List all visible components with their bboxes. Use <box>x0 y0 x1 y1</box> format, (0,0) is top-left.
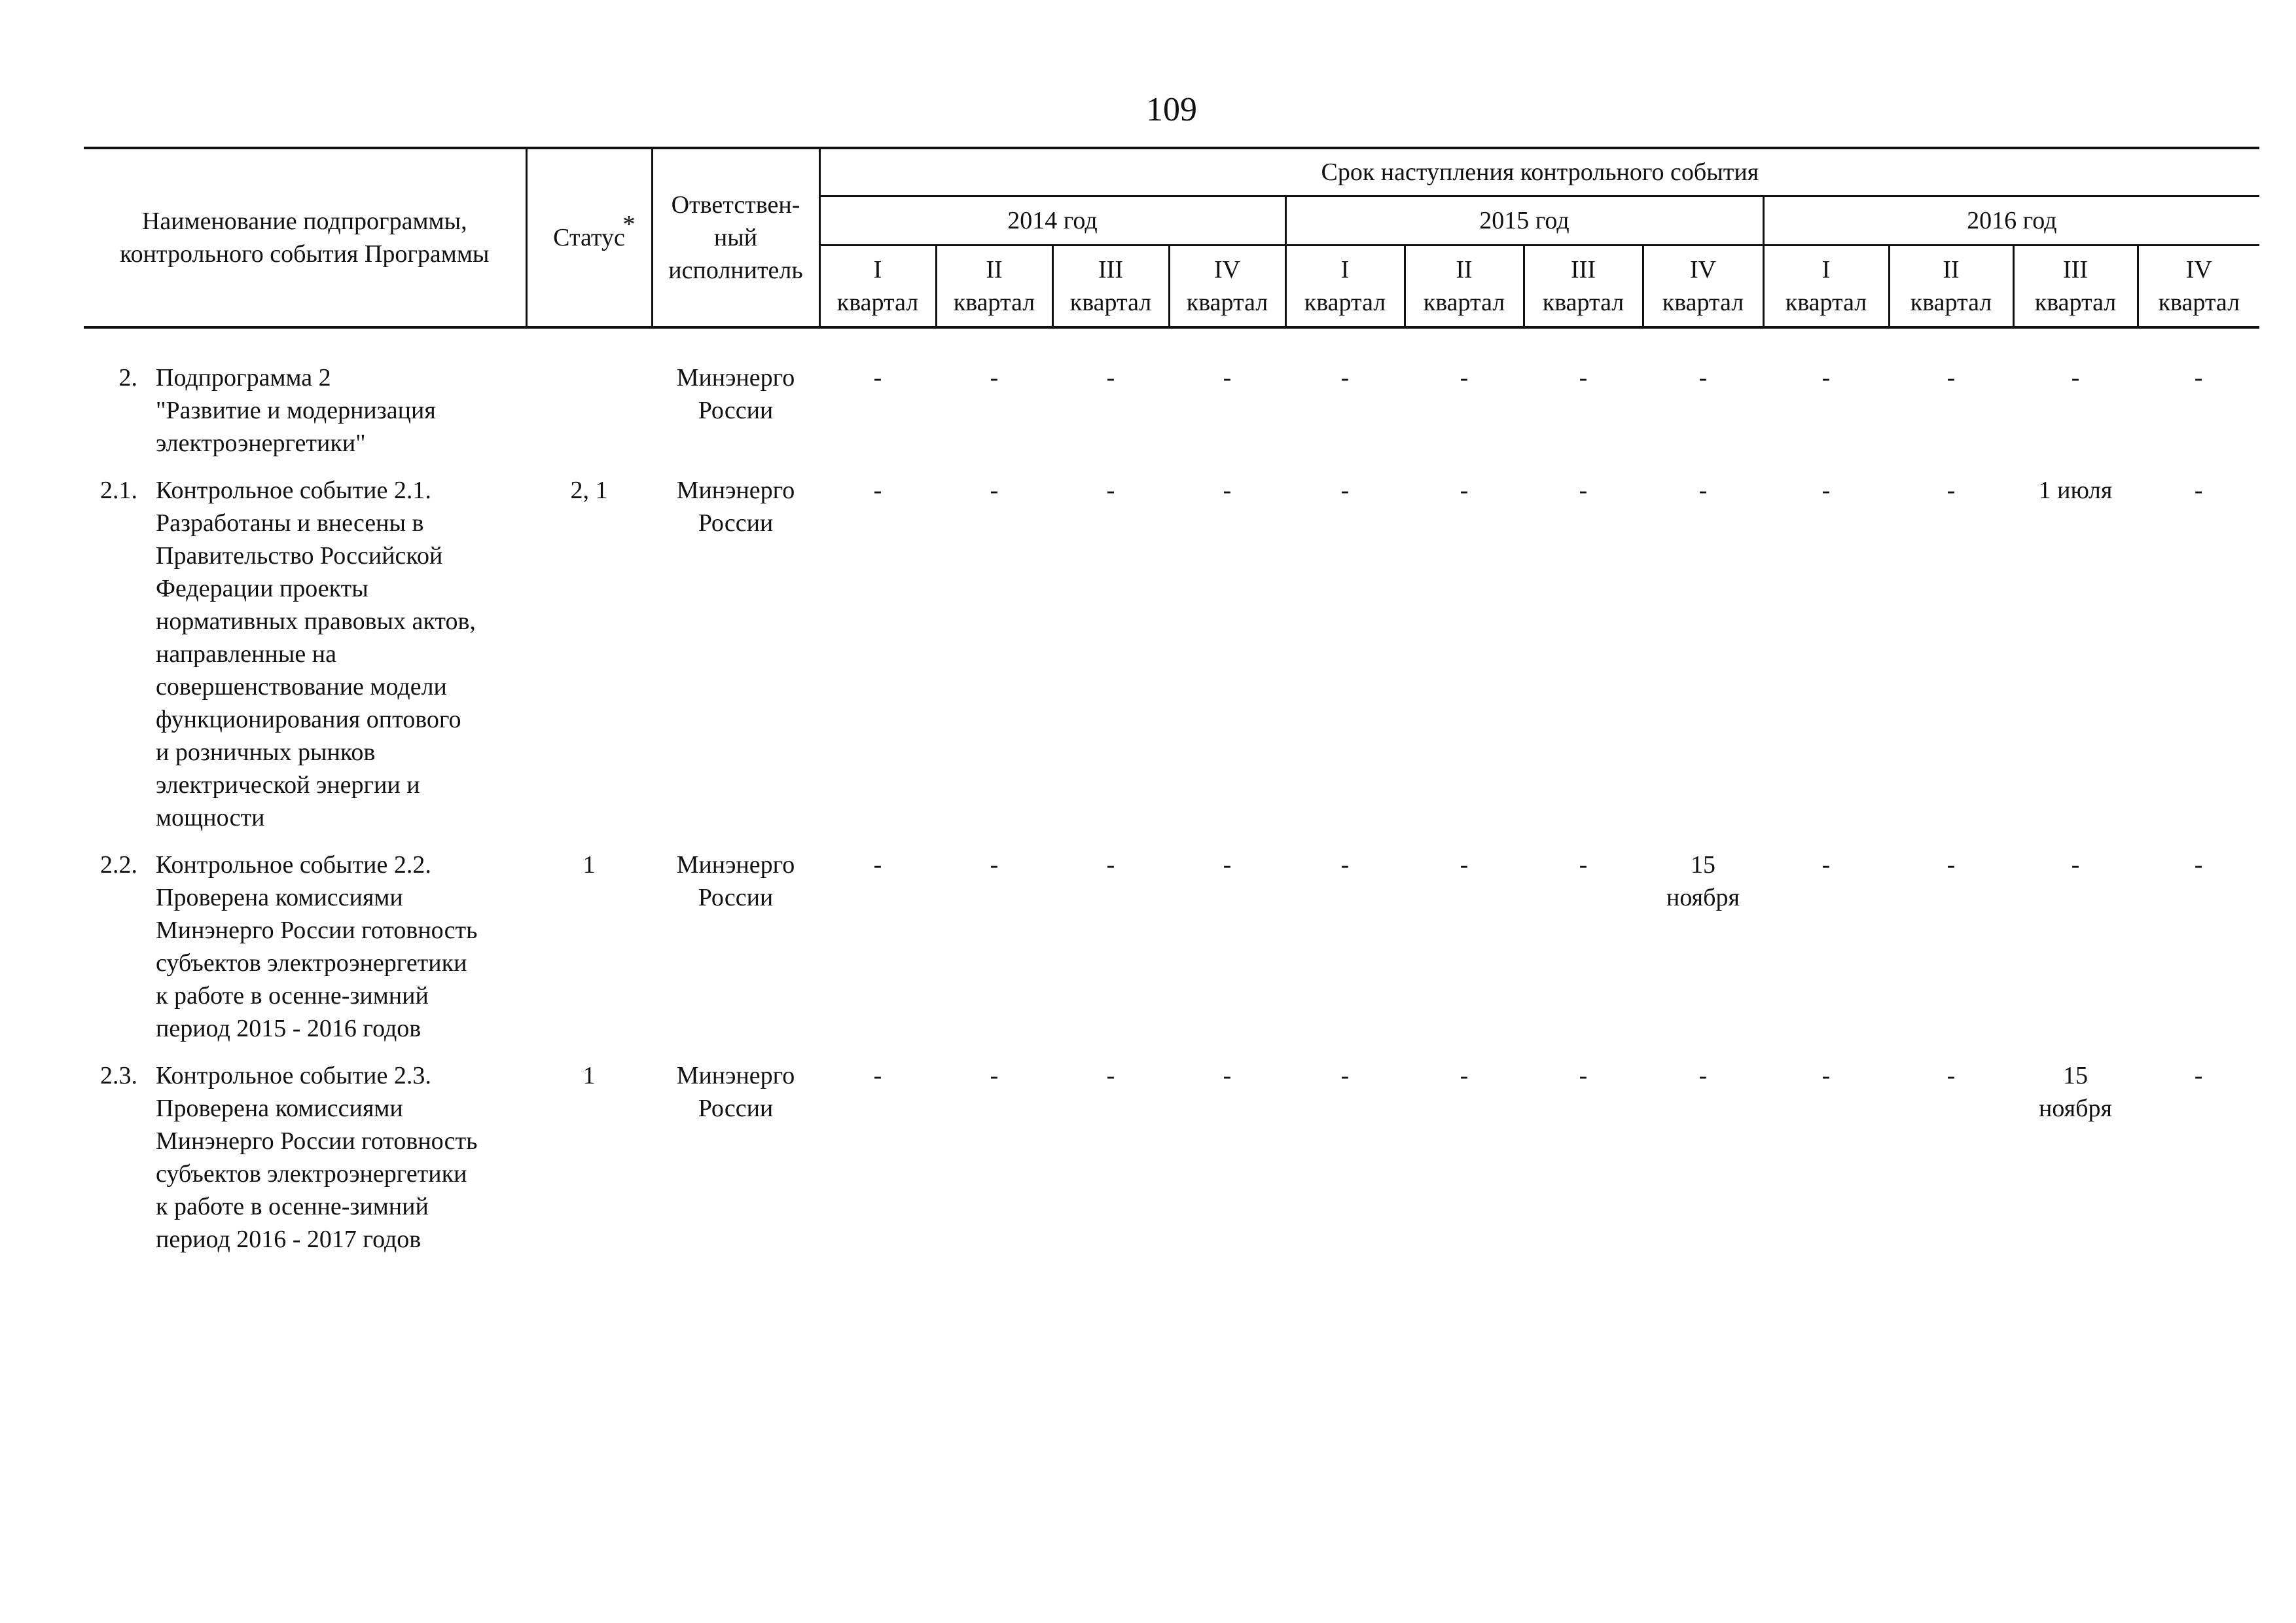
row-title-line: функционирования оптового <box>156 706 461 733</box>
header-quarter-numeral: II <box>1943 256 1960 283</box>
row-responsible-line: России <box>698 397 774 424</box>
quarter-cell-3 <box>1052 1059 1169 1270</box>
header-quarter-numeral: II <box>1456 256 1473 283</box>
quarter-cell-10 <box>1889 474 2013 848</box>
header-quarter-numeral: III <box>2063 256 2088 283</box>
quarter-value: - <box>1223 1062 1232 1089</box>
header-quarter-10 <box>1889 246 2013 328</box>
quarter-value: ноября <box>2039 1095 2112 1122</box>
row-responsible <box>652 1059 819 1270</box>
row-status: 1 <box>583 1062 596 1089</box>
quarter-cell-10 <box>1889 361 2013 474</box>
quarter-value: - <box>1460 364 1469 392</box>
quarter-value: - <box>873 364 882 392</box>
row-number: 2.3. <box>100 1062 137 1089</box>
quarter-value: - <box>1821 477 1831 504</box>
quarter-cell-8 <box>1643 1059 1763 1270</box>
row-number: 2.1. <box>100 477 137 504</box>
row-title-line: субъектов электроэнергетики <box>156 1160 467 1188</box>
row-title-line: Проверена комиссиями <box>156 884 403 911</box>
quarter-value: - <box>1698 477 1708 504</box>
header-quarter-numeral: IV <box>2185 256 2212 283</box>
header-quarter-numeral: IV <box>1689 256 1717 283</box>
quarter-cell-7 <box>1524 1059 1643 1270</box>
quarter-value: - <box>1106 851 1115 879</box>
header-quarter-word: квартал <box>953 289 1035 316</box>
quarter-value: - <box>873 851 882 879</box>
quarter-cell-5 <box>1285 474 1405 848</box>
quarter-value: - <box>2194 477 2203 504</box>
quarter-cell-6 <box>1405 1059 1524 1270</box>
header-quarter-5 <box>1285 246 1405 328</box>
quarter-value: - <box>1579 477 1588 504</box>
header-quarter-word: квартал <box>1542 289 1624 316</box>
row-responsible <box>652 474 819 848</box>
quarter-cell-11 <box>2013 361 2138 474</box>
row-number: 2. <box>118 364 137 392</box>
row-responsible-line: России <box>698 509 774 537</box>
quarter-cell-1 <box>819 361 936 474</box>
quarter-cell-11 <box>2013 474 2138 848</box>
quarter-cell-5 <box>1285 1059 1405 1270</box>
quarter-value: - <box>1946 364 1956 392</box>
quarter-cell-4 <box>1169 848 1285 1059</box>
quarter-cell-6 <box>1405 361 1524 474</box>
quarter-value: - <box>1946 851 1956 879</box>
table-header <box>84 148 2259 327</box>
row-title-line: мощности <box>156 804 265 831</box>
quarter-cell-5 <box>1285 848 1405 1059</box>
quarter-value: ноября <box>1666 884 1740 911</box>
row-title-line: Разработаны и внесены в <box>156 509 424 537</box>
header-year-2014: 2014 год <box>819 196 1285 246</box>
quarter-cell-8 <box>1643 474 1763 848</box>
quarter-cell-2 <box>936 361 1052 474</box>
row-title-line: Минэнерго России готовность <box>156 917 478 944</box>
row-number: 2.2. <box>100 851 137 879</box>
quarter-value: - <box>1460 1062 1469 1089</box>
header-quarter-3 <box>1052 246 1169 328</box>
quarter-value: - <box>1340 477 1350 504</box>
header-quarter-numeral: I <box>873 256 882 283</box>
row-title-line: к работе в осенне-зимний <box>156 982 429 1010</box>
quarter-cell-8 <box>1643 848 1763 1059</box>
quarter-cell-5 <box>1285 361 1405 474</box>
quarter-value: - <box>1106 364 1115 392</box>
quarter-value: - <box>1946 1062 1956 1089</box>
quarter-value: - <box>1579 851 1588 879</box>
control-events-table <box>84 147 2259 1270</box>
quarter-cell-10 <box>1889 848 2013 1059</box>
row-title-line: Проверена комиссиями <box>156 1095 403 1122</box>
row-title-line: "Развитие и модернизация <box>156 397 436 424</box>
header-quarter-numeral: IV <box>1213 256 1241 283</box>
quarter-value: - <box>2071 364 2080 392</box>
row-title-line: Контрольное событие 2.3. <box>156 1062 431 1089</box>
quarter-value: - <box>1698 1062 1708 1089</box>
table-row <box>84 848 2259 1059</box>
quarter-value: - <box>1106 477 1115 504</box>
quarter-value: - <box>990 364 999 392</box>
quarter-value: - <box>1340 1062 1350 1089</box>
quarter-value: - <box>1223 364 1232 392</box>
header-quarter-word: квартал <box>1910 289 1992 316</box>
quarter-value: - <box>990 477 999 504</box>
row-title-line: Подпрограмма 2 <box>156 364 331 392</box>
header-quarter-1 <box>819 246 936 328</box>
row-title-line: электрической энергии и <box>156 771 420 799</box>
header-responsible-column <box>652 148 819 327</box>
quarter-cell-3 <box>1052 361 1169 474</box>
quarter-value: - <box>1460 851 1469 879</box>
header-quarter-12 <box>2138 246 2259 328</box>
quarter-cell-11 <box>2013 848 2138 1059</box>
header-quarter-word: квартал <box>1186 289 1268 316</box>
quarter-cell-9 <box>1763 848 1889 1059</box>
header-quarter-word: квартал <box>1423 289 1505 316</box>
quarter-value: - <box>990 1062 999 1089</box>
header-quarter-numeral: I <box>1340 256 1350 283</box>
quarter-cell-7 <box>1524 474 1643 848</box>
row-responsible-line: России <box>698 884 774 911</box>
row-status: 2, 1 <box>570 477 608 504</box>
quarter-value: 1 июля <box>2038 477 2113 504</box>
row-title-line: Контрольное событие 2.1. <box>156 477 431 504</box>
quarter-cell-2 <box>936 1059 1052 1270</box>
quarter-value: - <box>2071 851 2080 879</box>
header-status-label: Статус <box>553 224 625 251</box>
row-title-line: Правительство Российской <box>156 542 443 570</box>
row-title-line: и розничных рынков <box>156 739 376 766</box>
header-name-column: Наименование подпрограммы, контрольного события Программы <box>84 148 526 327</box>
row-responsible <box>652 361 819 474</box>
row-title-line: период 2015 - 2016 годов <box>156 1015 422 1042</box>
quarter-value: - <box>2194 1062 2203 1089</box>
quarter-cell-4 <box>1169 474 1285 848</box>
quarter-value: - <box>990 851 999 879</box>
quarter-cell-3 <box>1052 474 1169 848</box>
quarter-value: - <box>1579 1062 1588 1089</box>
quarter-cell-12 <box>2138 361 2259 474</box>
header-quarter-8 <box>1643 246 1763 328</box>
quarter-value: - <box>1340 851 1350 879</box>
row-status: 1 <box>583 851 596 879</box>
header-quarter-numeral: III <box>1098 256 1123 283</box>
header-quarter-word: квартал <box>2034 289 2117 316</box>
quarter-value: - <box>1460 477 1469 504</box>
header-quarter-word: квартал <box>1785 289 1867 316</box>
header-quarter-7 <box>1524 246 1643 328</box>
status-footnote-mark: * <box>622 211 636 238</box>
header-quarter-6 <box>1405 246 1524 328</box>
header-year-2015: 2015 год <box>1285 196 1763 246</box>
quarter-cell-12 <box>2138 1059 2259 1270</box>
row-title-line: направленные на <box>156 640 336 668</box>
quarter-cell-2 <box>936 474 1052 848</box>
row-name-cell <box>84 1059 526 1270</box>
header-quarter-word: квартал <box>1069 289 1152 316</box>
quarter-cell-12 <box>2138 474 2259 848</box>
quarter-cell-9 <box>1763 361 1889 474</box>
quarter-value: - <box>873 1062 882 1089</box>
quarter-cell-9 <box>1763 1059 1889 1270</box>
quarter-value: - <box>1106 1062 1115 1089</box>
quarter-cell-1 <box>819 1059 936 1270</box>
row-responsible-line: России <box>698 1095 774 1122</box>
quarter-cell-6 <box>1405 474 1524 848</box>
quarter-cell-4 <box>1169 1059 1285 1270</box>
row-title <box>149 361 436 460</box>
quarter-value: - <box>1340 364 1350 392</box>
row-name-cell <box>84 474 526 848</box>
row-title-line: период 2016 - 2017 годов <box>156 1226 422 1253</box>
quarter-value: - <box>2194 364 2203 392</box>
header-quarter-word: квартал <box>2158 289 2240 316</box>
quarter-value: 15 <box>1691 851 1715 879</box>
row-responsible-line: Минэнерго <box>676 851 795 879</box>
header-quarter-word: квартал <box>836 289 919 316</box>
row-title <box>149 1059 477 1256</box>
table-row <box>84 1059 2259 1270</box>
table-row <box>84 474 2259 848</box>
row-name-cell <box>84 848 526 1059</box>
quarter-value: - <box>1223 477 1232 504</box>
header-responsible-line: исполнитель <box>668 257 803 284</box>
quarter-cell-6 <box>1405 848 1524 1059</box>
row-title-line: субъектов электроэнергетики <box>156 949 467 977</box>
quarter-cell-2 <box>936 848 1052 1059</box>
quarter-value: - <box>1946 477 1956 504</box>
row-title <box>149 848 477 1045</box>
row-responsible-line: Минэнерго <box>676 1062 795 1089</box>
header-deadline-group: Срок наступления контрольного события <box>819 148 2259 196</box>
quarter-cell-3 <box>1052 848 1169 1059</box>
header-quarter-numeral: III <box>1571 256 1596 283</box>
quarter-value: - <box>1223 851 1232 879</box>
header-quarter-word: квартал <box>1662 289 1744 316</box>
row-name-cell <box>84 361 526 474</box>
quarter-value: - <box>2194 851 2203 879</box>
quarter-cell-9 <box>1763 474 1889 848</box>
quarter-value: - <box>1821 851 1831 879</box>
quarter-value: - <box>873 477 882 504</box>
quarter-cell-11 <box>2013 1059 2138 1270</box>
quarter-cell-1 <box>819 474 936 848</box>
row-title-line: Минэнерго России готовность <box>156 1127 478 1155</box>
quarter-cell-10 <box>1889 1059 2013 1270</box>
header-responsible-line: Ответствен- <box>671 191 800 219</box>
table-body <box>84 327 2259 1270</box>
quarter-cell-1 <box>819 848 936 1059</box>
quarter-cell-8 <box>1643 361 1763 474</box>
quarter-value: - <box>1821 364 1831 392</box>
header-responsible-line: ный <box>713 224 758 251</box>
row-title-line: Федерации проекты <box>156 575 368 602</box>
row-responsible <box>652 848 819 1059</box>
header-quarter-2 <box>936 246 1052 328</box>
quarter-cell-7 <box>1524 848 1643 1059</box>
quarter-value: - <box>1579 364 1588 392</box>
header-quarter-word: квартал <box>1304 289 1386 316</box>
header-status-column <box>526 148 652 327</box>
quarter-cell-4 <box>1169 361 1285 474</box>
page-number: 109 <box>1146 91 1197 128</box>
row-title-line: совершенствование модели <box>156 673 447 701</box>
row-title-line: нормативных правовых актов, <box>156 608 476 635</box>
table-row <box>84 361 2259 474</box>
row-title <box>149 474 476 834</box>
quarter-value: 15 <box>2063 1062 2088 1089</box>
row-title-line: Контрольное событие 2.2. <box>156 851 431 879</box>
header-quarter-4 <box>1169 246 1285 328</box>
header-quarter-numeral: I <box>1821 256 1831 283</box>
header-quarter-numeral: II <box>986 256 1003 283</box>
row-title-line: электроэнергетики" <box>156 429 366 457</box>
header-quarter-9 <box>1763 246 1889 328</box>
row-responsible-line: Минэнерго <box>676 364 795 392</box>
quarter-cell-12 <box>2138 848 2259 1059</box>
header-year-2016: 2016 год <box>1763 196 2259 246</box>
row-status <box>526 361 652 474</box>
header-quarter-11 <box>2013 246 2138 328</box>
row-title-line: к работе в осенне-зимний <box>156 1193 429 1220</box>
quarter-value: - <box>1821 1062 1831 1089</box>
quarter-cell-7 <box>1524 361 1643 474</box>
quarter-value: - <box>1698 364 1708 392</box>
row-responsible-line: Минэнерго <box>676 477 795 504</box>
